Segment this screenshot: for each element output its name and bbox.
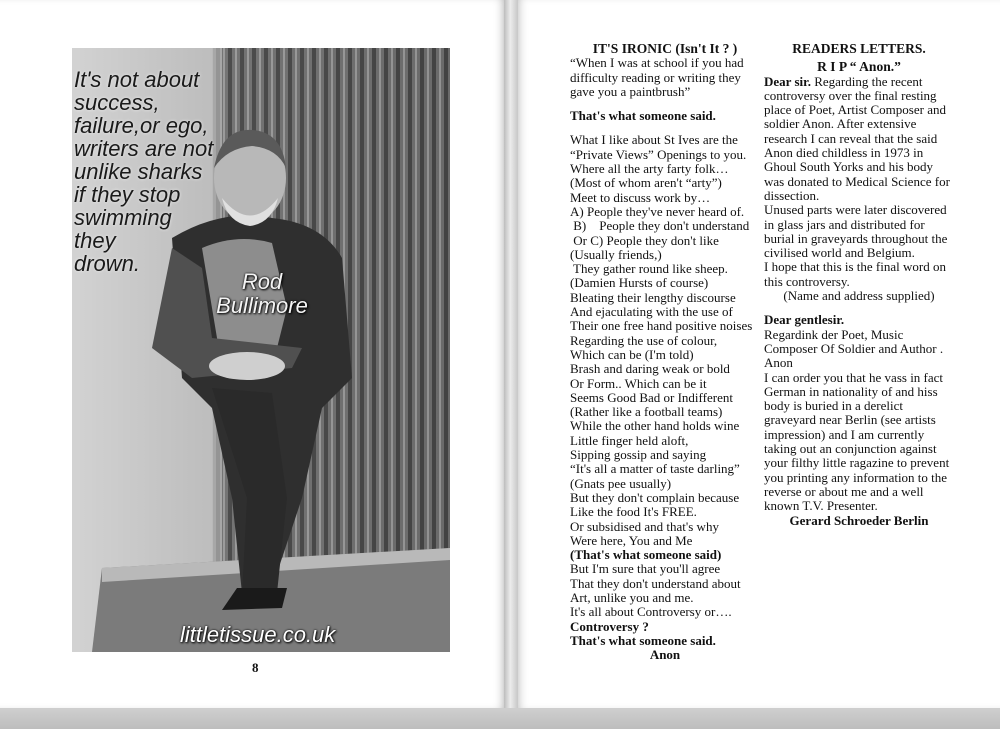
poem-body	[570, 133, 760, 548]
poem-line: Where all the arty farty folk…	[570, 161, 729, 177]
poem-intro: “When I was at school if you had difficulty reading or writing they gave you a paintbrush”	[570, 55, 744, 99]
poem-line: Brash and daring weak or bold	[570, 361, 730, 377]
photo-caption-name	[202, 270, 322, 318]
poem-line: Which can be (I'm told)	[570, 346, 694, 362]
poem-line: A) People they've never heard of.	[570, 203, 745, 219]
caption-first-name: Rod	[241, 269, 283, 294]
poem-line: Were here, You and Me	[570, 532, 693, 548]
poem-refrain-bracketed: (That's what someone said)	[570, 547, 722, 563]
poem-controversy: Controversy ?	[570, 618, 649, 634]
letter-1-body: Regarding the recent controversy over the final resting place of Poet, Artist Composer and soldier Anon. After extensive research I can reveal that the said Anon died childless in 1973 in Ghoul South Yorks and his body was donated to Medical Science for dissection.	[764, 73, 950, 203]
poem-body-end	[570, 562, 760, 619]
poem-final-refrain: That's what someone said.	[570, 632, 716, 648]
letter-1-signoff: (Name and address supplied)	[783, 288, 935, 304]
letter-1-greeting: Dear sir.	[764, 73, 811, 89]
poem-line: B) People they don't understand	[570, 218, 750, 234]
poem-author: Anon	[649, 647, 681, 663]
photo-quote: It's not about success, failure,or ego, writers are not unlike sharks if they stop swimming they drown.	[74, 67, 214, 276]
poem-line: Little finger held aloft,	[570, 432, 689, 448]
letter-2-body: Regardink der Poet, Music Composer Of Soldier and Author . Anon I can order you that he vass in fact German in nationality of and hiss body is buried in a derelict graveyard near Berlin (see artists impression) and I am currently taking out an conjunction against your filthy little ragazine to prevent you printing any information to the reverse or about me and a well known T.V. Presenter.	[764, 326, 950, 514]
page-gutter	[504, 0, 518, 708]
poem-line: Meet to discuss work by…	[570, 189, 711, 205]
poem-line: Their one free hand positive noises	[570, 318, 753, 334]
poem-line: They gather round like sheep.	[570, 261, 728, 277]
letter-1-para2: Unused parts were later discovered in glass jars and distributed for burial in graveyards throughout the civilised world and Belgium.	[764, 202, 948, 261]
poem-line: While the other hand holds wine	[570, 418, 740, 434]
poem-refrain: That's what someone said.	[570, 108, 716, 124]
caption-last-name: Bullimore	[216, 293, 308, 318]
poem-line: It's all about Controversy or….	[570, 604, 732, 620]
letters-subheading: R I P “ Anon.”	[817, 59, 901, 75]
poem-line: (Damien Hursts of course)	[570, 275, 709, 291]
poem-line: Regarding the use of colour,	[570, 332, 718, 348]
poem-line: But I'm sure that you'll agree	[570, 561, 721, 577]
scan-bottom-edge	[0, 708, 1000, 729]
author-photo	[72, 48, 450, 652]
poem-line: Sipping gossip and saying	[570, 447, 707, 463]
poem-line: (Usually friends,)	[570, 246, 662, 262]
letters-heading: READERS LETTERS.	[792, 41, 926, 56]
poem-line: Bleating their lengthy discourse	[570, 289, 736, 305]
poem-line: That they don't understand about Art, unlike you and me.	[570, 575, 741, 605]
letters-column	[764, 42, 954, 528]
poem-line: Or Form.. Which can be it	[570, 375, 707, 391]
poem-line: Seems Good Bad or Indifferent	[570, 389, 733, 405]
letter-2-signoff: Gerard Schroeder Berlin	[789, 512, 929, 528]
poem-column	[570, 42, 760, 662]
poem-line: “It's all a matter of taste darling”	[570, 461, 740, 477]
poem-line: Like the food It's FREE.	[570, 504, 697, 520]
poem-line: What I like about St Ives are the “Private Views” Openings to you.	[570, 132, 747, 162]
poem-line: (Gnats pee usually)	[570, 475, 672, 491]
poem-line: And ejaculating with the use of	[570, 304, 733, 320]
poem-line: Or subsidised and that's why	[570, 518, 719, 534]
website-caption: littletissue.co.uk	[180, 622, 336, 647]
poem-line: (Rather like a football teams)	[570, 404, 723, 420]
poem-title: IT'S IRONIC (Isn't It ? )	[592, 41, 738, 56]
letter-1-para3: I hope that this is the final word on this controversy.	[764, 259, 946, 289]
letter-2-greeting: Dear gentlesir.	[764, 312, 845, 328]
poem-line: Or C) People they don't like	[570, 232, 719, 248]
poem-line: (Most of whom aren't “arty”)	[570, 175, 722, 191]
poem-line: But they don't complain because	[570, 489, 740, 505]
letter-1	[764, 75, 954, 204]
page-number: 8	[252, 660, 259, 675]
